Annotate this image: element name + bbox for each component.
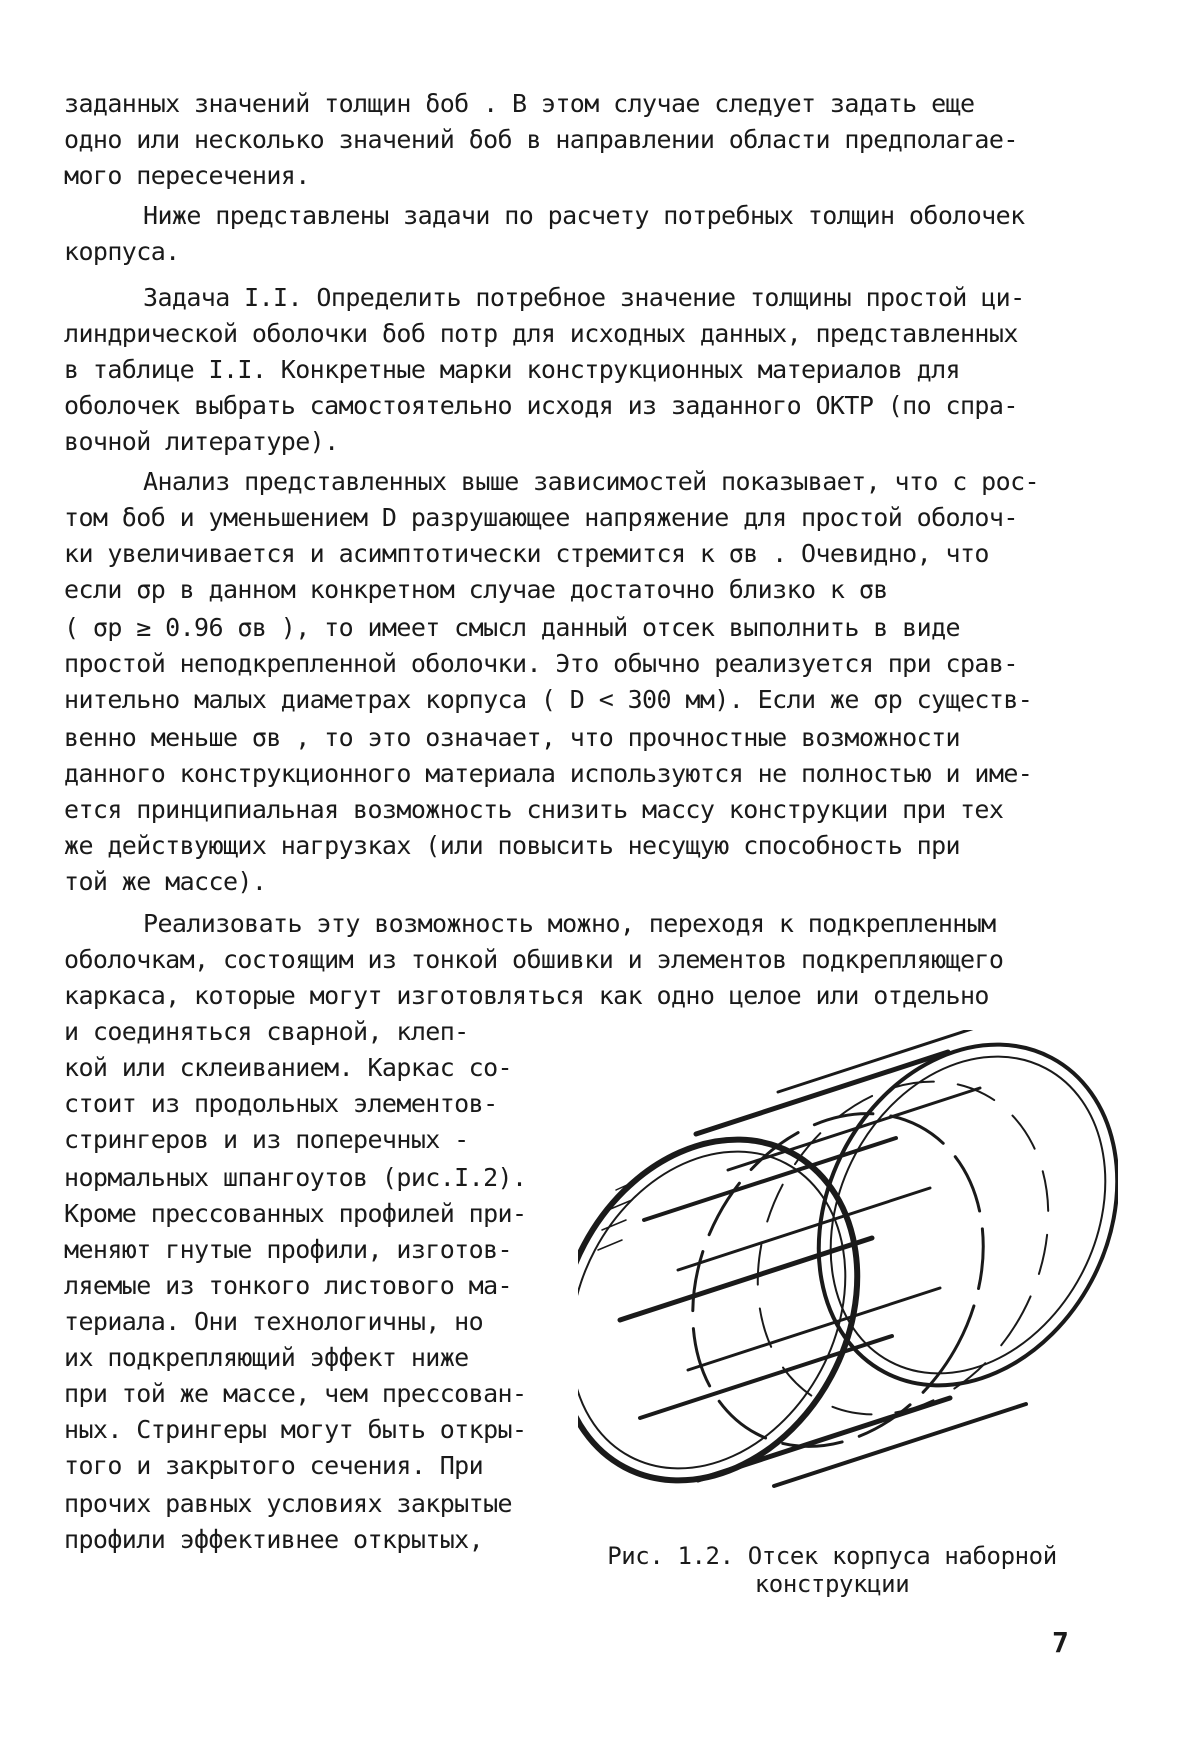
text-line: той же массе).	[64, 867, 267, 896]
text-line: кой или склеиванием. Каркас со-	[64, 1053, 512, 1082]
text-line: линдрической оболочки δоб потр для исходных данных, представленных	[64, 319, 1018, 348]
text-line: вочной литературе).	[64, 427, 339, 456]
text-line: венно меньше σв , то это означает, что прочностные возможности	[64, 723, 960, 752]
text-line: нормальных шпангоутов (рис.I.2).	[64, 1163, 527, 1192]
text-line: и соединяться сварной, клеп-	[64, 1017, 469, 1046]
text-line: нительно малых диаметрах корпуса ( D < 300 мм). Если же σр существ-	[64, 685, 1033, 714]
text-line: при той же массе, чем прессован-	[64, 1379, 527, 1408]
text-line: Реализовать эту возможность можно, переходя к подкрепленным	[143, 909, 996, 938]
text-line: их подкрепляющий эффект ниже	[64, 1343, 469, 1372]
text-line: же действующих нагрузках (или повысить несущую способность при	[64, 831, 960, 860]
text-line: корпуса.	[64, 237, 180, 266]
figure-ribbed-shell-compartment	[578, 1030, 1118, 1520]
text-line: стоит из продольных элементов-	[64, 1089, 498, 1118]
text-line: ных. Стрингеры могут быть откры-	[64, 1415, 527, 1444]
page-number: 7	[1052, 1626, 1069, 1659]
text-line: простой неподкрепленной оболочки. Это обычно реализуется при срав-	[64, 649, 1018, 678]
text-line: в таблице I.I. Конкретные марки конструкционных материалов для	[64, 355, 960, 384]
figure-caption-line-1: Рис. 1.2. Отсек корпуса наборной	[607, 1542, 1057, 1570]
text-line: Задача I.I. Определить потребное значение толщины простой ци-	[143, 283, 1025, 312]
text-line: ( σр ≥ 0.96 σв ), то имеет смысл данный отсек выполнить в виде	[64, 613, 960, 642]
text-line: данного конструкционного материала используются не полностью и име-	[64, 759, 1033, 788]
text-line: ется принципиальная возможность снизить массу конструкции при тех	[64, 795, 1004, 824]
text-line: профили эффективнее открытых,	[64, 1525, 484, 1554]
text-line: териала. Они технологичны, но	[64, 1307, 484, 1336]
text-line: стрингеров и из поперечных -	[64, 1125, 469, 1154]
text-line: ляемые из тонкого листового ма-	[64, 1271, 512, 1300]
text-line: оболочек выбрать самостоятельно исходя из заданного ОКТР (по спра-	[64, 391, 1018, 420]
text-line: Анализ представленных выше зависимостей показывает, что с рос-	[143, 467, 1039, 496]
text-line: меняют гнутые профили, изготов-	[64, 1235, 512, 1264]
text-line: того и закрытого сечения. При	[64, 1451, 484, 1480]
text-line: заданных значений толщин δоб . В этом случае следует задать еще	[64, 89, 975, 118]
text-line: каркаса, которые могут изготовляться как одно целое или отдельно	[64, 981, 989, 1010]
text-line: том δоб и уменьшением D разрушающее напряжение для простой оболоч-	[64, 503, 1018, 532]
text-line: если σр в данном конкретном случае достаточно близко к σв	[64, 575, 888, 604]
text-line: ки увеличивается и асимптотически стремится к σв . Очевидно, что	[64, 539, 989, 568]
figure-caption	[572, 1542, 1092, 1598]
text-line: оболочкам, состоящим из тонкой обшивки и элементов подкрепляющего	[64, 945, 1004, 974]
text-line: одно или несколько значений δоб в направлении области предполагае-	[64, 125, 1018, 154]
text-line: Ниже представлены задачи по расчету потребных толщин оболочек	[143, 201, 1025, 230]
text-line: Кроме прессованных профилей при-	[64, 1199, 527, 1228]
text-line: прочих равных условиях закрытые	[64, 1489, 512, 1518]
text-line: мого пересечения.	[64, 161, 310, 190]
figure-caption-line-2: конструкции	[754, 1570, 910, 1598]
